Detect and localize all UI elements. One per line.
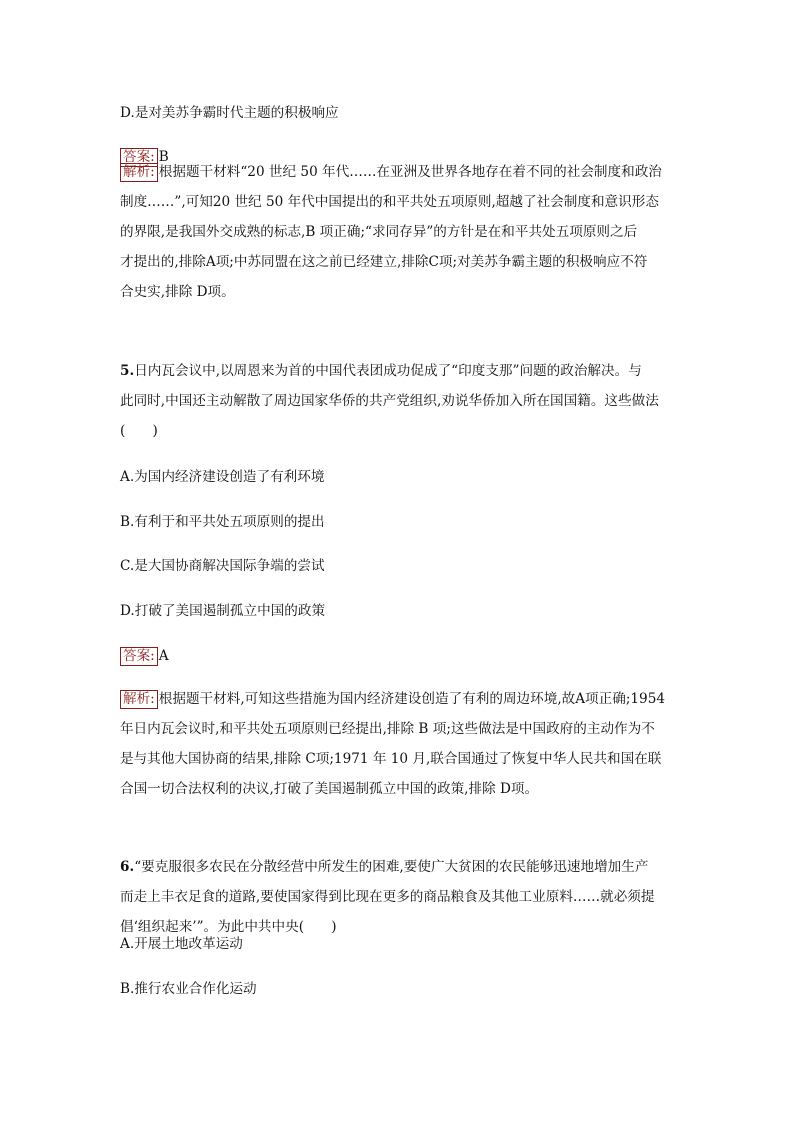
question-number: 5. [120,363,135,379]
q4-analysis: 解析: 根据题干材料“20 世纪 50 年代……在亚洲及世界各地存在着不同的社会制度和政治 制度……”,可知20 世纪 50 年代中国提出的和平共处五项原则,超越了社会制度和意识形态 的界限,是我国外交成熟的标志,B 项正确;“求同存异”的方针是在和平共处五项原则之后 才提出的,排除A项;中苏同盟在这之前已经建立,排除C项;对美苏争霸主题的积极响应不符 合史实,排除 D项。 [120,164,662,300]
answer-value: A [158,648,169,664]
q6-option-a: A.开展土地改革运动 [120,936,243,952]
q6-stem: 6.“要克服很多农民在分散经营中所发生的困难,要使广大贫困的农民能够迅速地增加生产 而走上丰衣足食的道路,要使国家得到比现在更多的商品粮食及其他工业原料……就必须提 倡‘组织起来’”。为此中共中央( ) [120,859,655,935]
q4-option-d: D.是对美苏争霸时代主题的积极响应 [120,105,339,121]
analysis-label: 解析: [120,690,158,709]
q5-answer [120,644,680,668]
q5-stem: 5.日内瓦会议中,以周恩来为首的中国代表团成功促成了“印度支那”问题的政治解决。与 此同时,中国还主动解散了周边国家华侨的共产党组织,劝说华侨加入所在国国籍。这些做法 ( ) [120,363,659,439]
answer-value: B [158,149,169,165]
q5-option-c: C.是大国协商解决国际争端的尝试 [120,558,325,574]
q5-option-b: B.有利于和平共处五项原则的提出 [120,514,325,530]
question-number: 6. [120,859,135,875]
analysis-label: 解析: [120,163,158,182]
q6-option-b: B.推行农业合作化运动 [120,981,257,997]
answer-label: 答案: [120,647,158,666]
answer-label: 答案: [120,148,158,167]
q5-option-a: A.为国内经济建设创造了有利环境 [120,469,325,485]
q5-option-d: D.打破了美国遏制孤立中国的政策 [120,603,326,619]
q5-analysis: 解析: 根据题干材料,可知这些措施为国内经济建设创造了有利的周边环境,故A项正确;1954 年日内瓦会议时,和平共处五项原则已经提出,排除 B 项;这些做法是中国政府的主动作为不 是与其他大国协商的结果,排除 C项;1971 年 10 月,联合国通过了恢复中华人民共和国在联 合国一切合法权利的决议,打破了美国遏制孤立中国的政策,排除 D项。 [120,691,666,797]
